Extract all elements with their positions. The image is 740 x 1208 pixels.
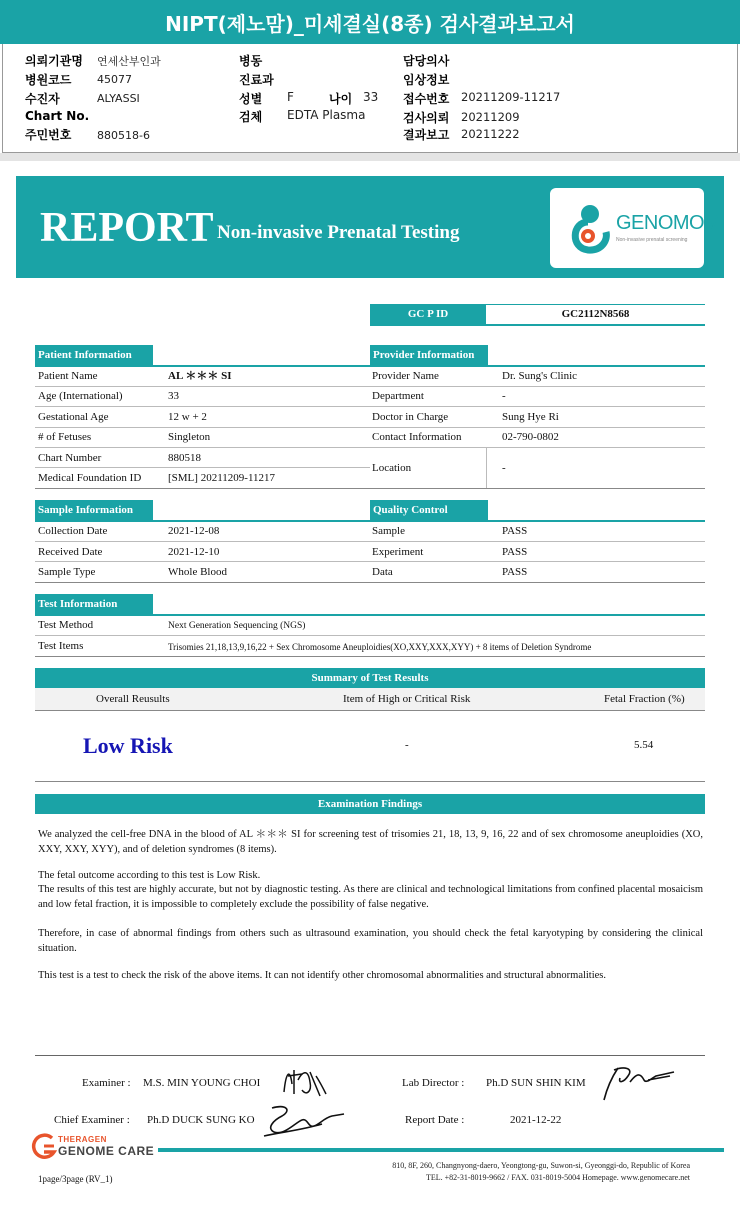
request-date-value: 20211209 — [461, 110, 520, 124]
receipt-no-value: 20211209-11217 — [461, 90, 561, 104]
received-date-label: Received Date — [38, 546, 103, 558]
test-items-value: Trisomies 21,18,13,9,16,22 + Sex Chromosome Aneuploidies(XO,XXY,XXX,XYY) + 8 items of Deletion Syndrome — [168, 642, 592, 652]
chart-number-value: 880518 — [168, 452, 201, 464]
findings-paragraph-2b: The results of this test are highly accurate, but not by diagnostic testing. As there are clinical and technological limitations from confined placental mosaicism and low fetal fraction, it is impossible to completely exclude the possibility of false negative. — [38, 884, 703, 910]
qc-experiment-label: Experiment — [372, 546, 424, 558]
qc-sample-value: PASS — [502, 525, 528, 537]
genomom-logo-icon — [566, 202, 612, 256]
theragen-brand-text: THERAGEN — [58, 1135, 107, 1144]
test-items-label: Test Items — [38, 640, 84, 652]
patient-info-title: Patient Information — [35, 345, 153, 365]
summary-col-fraction: Fetal Fraction (%) — [604, 693, 685, 705]
examiner-label: Examiner : — [82, 1077, 131, 1089]
ward-label: 병동 — [239, 54, 263, 68]
page-number: 1page/3page (RV_1) — [38, 1174, 113, 1184]
theragen-logo — [30, 1132, 160, 1162]
report-title: NIPT(제노맘)_미세결실(8종) 검사결과보고서 — [0, 0, 740, 44]
clinical-info-label: 임상정보 — [403, 73, 450, 87]
test-method-value: Next Generation Sequencing (NGS) — [168, 621, 306, 631]
report-date-value: 2021-12-22 — [510, 1114, 562, 1126]
doctor-label: 담당의사 — [403, 54, 450, 68]
summary-title: Summary of Test Results — [35, 668, 705, 688]
doctor-in-charge-label: Doctor in Charge — [372, 411, 449, 423]
banner-report-word: REPORT — [40, 205, 214, 251]
summary-col-overall: Overall Reusults — [96, 693, 170, 705]
resident-id-value: 880518-6 — [97, 129, 150, 142]
genomecare-brand-text: GENOME CARE — [58, 1144, 155, 1158]
genomom-logo-text: GENOMOM — [616, 212, 721, 234]
request-info-box — [2, 44, 738, 153]
summary-col-item: Item of High or Critical Risk — [343, 693, 471, 705]
patient-name-value: AL ＊＊＊ SI — [168, 370, 232, 382]
patient-label: 수진자 — [25, 92, 60, 106]
footer-accent-bar — [158, 1148, 724, 1152]
age-intl-value: 33 — [168, 390, 179, 402]
doctor-in-charge-value: Sung Hye Ri — [502, 411, 559, 423]
receipt-no-label: 접수번호 — [403, 92, 450, 106]
examiner-name: M.S. MIN YOUNG CHOI — [143, 1077, 261, 1089]
collection-date-label: Collection Date — [38, 525, 108, 537]
genomom-logo-tagline: Non-invasive prenatal screening — [616, 237, 688, 243]
sample-type-label: Sample Type — [38, 566, 96, 578]
specimen-label: 검체 — [239, 110, 263, 124]
qc-experiment-value: PASS — [502, 546, 528, 558]
patient-value: ALYASSI — [97, 92, 140, 105]
received-date-value: 2021-12-10 — [168, 546, 220, 558]
fetuses-value: Singleton — [168, 431, 211, 443]
lab-director-signature — [600, 1062, 676, 1102]
report-banner — [16, 176, 724, 278]
request-date-label: 검사의뢰 — [403, 111, 450, 125]
age-label: 나이 — [329, 92, 353, 106]
age-value: 33 — [363, 90, 379, 104]
qc-sample-label: Sample — [372, 525, 405, 537]
footer-contact-line: TEL. +82-31-8019-9662 / FAX. 031-8019-5004 Homepage. www.genomecare.net — [425, 1173, 690, 1182]
overall-result-low-risk: Low Risk — [83, 733, 173, 758]
department-label: Department — [372, 390, 424, 402]
high-risk-item-value: - — [405, 739, 409, 751]
provider-name-label: Provider Name — [372, 370, 439, 382]
sample-info-title: Sample Information — [35, 500, 153, 520]
contact-info-label: Contact Information — [372, 431, 462, 443]
findings-paragraph-4: This test is a test to check the risk of the above items. It can not identify other chromosomal abnormalities and structural abnormalities. — [38, 970, 607, 981]
dept-label: 진료과 — [239, 73, 274, 87]
gcpid-value: GC2112N8568 — [561, 308, 630, 320]
footer-address-line: 810, 8F, 260, Changnyong-daero, Yeongtong-gu, Suwon-si, Gyeonggi-do, Republic of Korea — [392, 1161, 690, 1170]
gcpid-label: GC P ID — [370, 304, 486, 324]
institution-value: 연세산부인과 — [97, 55, 161, 68]
result-date-value: 20211222 — [461, 127, 520, 141]
fetuses-label: # of Fetuses — [38, 431, 92, 443]
genomom-logo — [550, 188, 721, 268]
medical-foundation-id-value: [SML] 20211209-11217 — [168, 472, 276, 484]
qc-data-value: PASS — [502, 566, 528, 578]
chief-examiner-signature — [262, 1102, 346, 1138]
lab-director-label: Lab Director : — [402, 1077, 465, 1089]
hospital-code-value: 45077 — [97, 73, 132, 86]
collection-date-value: 2021-12-08 — [168, 525, 220, 537]
findings-paragraph-2a: The fetal outcome according to this test is Low Risk. — [38, 870, 261, 881]
institution-label: 의뢰기관명 — [25, 54, 83, 68]
sex-label: 성별 — [239, 92, 263, 106]
resident-id-label: 주민번호 — [25, 128, 72, 142]
lab-director-name: Ph.D SUN SHIN KIM — [486, 1077, 586, 1089]
banner-subtitle: Non-invasive Prenatal Testing — [217, 222, 460, 243]
contact-info-value: 02-790-0802 — [502, 431, 559, 443]
footer-address — [300, 1160, 690, 1184]
provider-info-title: Provider Information — [370, 345, 488, 365]
sample-type-value: Whole Blood — [168, 566, 227, 578]
specimen-value: EDTA Plasma — [287, 108, 366, 122]
examiner-signature — [280, 1062, 328, 1100]
location-value: - — [502, 462, 506, 474]
chief-examiner-name: Ph.D DUCK SUNG KO — [147, 1114, 255, 1126]
test-info-title: Test Information — [35, 594, 153, 614]
medical-foundation-id-label: Medical Foundation ID — [38, 472, 142, 484]
department-value: - — [502, 390, 506, 402]
report-date-label: Report Date : — [405, 1114, 465, 1126]
fetal-fraction-value: 5.54 — [634, 739, 654, 751]
theragen-logo-icon — [30, 1132, 58, 1162]
gestational-age-value: 12 w + 2 — [168, 411, 207, 423]
sex-value: F — [287, 90, 294, 104]
findings-paragraph-3: Therefore, in case of abnormal findings from others such as ultrasound examination, you should check the fetal karyotyping by considering the clinical situation. — [38, 928, 703, 954]
qc-data-label: Data — [372, 566, 393, 578]
location-label: Location — [372, 462, 412, 474]
test-method-label: Test Method — [38, 619, 94, 631]
chief-examiner-label: Chief Examiner : — [54, 1114, 130, 1126]
age-intl-label: Age (International) — [38, 390, 123, 402]
patient-name-label: Patient Name — [38, 370, 98, 382]
quality-control-title: Quality Control — [370, 500, 488, 520]
separator-band — [0, 153, 740, 161]
hospital-code-label: 병원코드 — [25, 73, 72, 87]
findings-paragraph-1: We analyzed the cell-free DNA in the blood of AL ＊＊＊ SI for screening test of trisomies 21, 18, 13, 9, 16, 22 and of sex chromosome aneuploidies (XO, XXY, XXY, XYY), and of deletion syndromes (8 items). — [38, 829, 703, 855]
chart-no-label: Chart No. — [25, 109, 90, 123]
gestational-age-label: Gestational Age — [38, 411, 109, 423]
provider-name-value: Dr. Sung's Clinic — [502, 370, 578, 382]
chart-number-label: Chart Number — [38, 452, 102, 464]
result-date-label: 결과보고 — [403, 128, 450, 142]
findings-title: Examination Findings — [35, 794, 705, 814]
